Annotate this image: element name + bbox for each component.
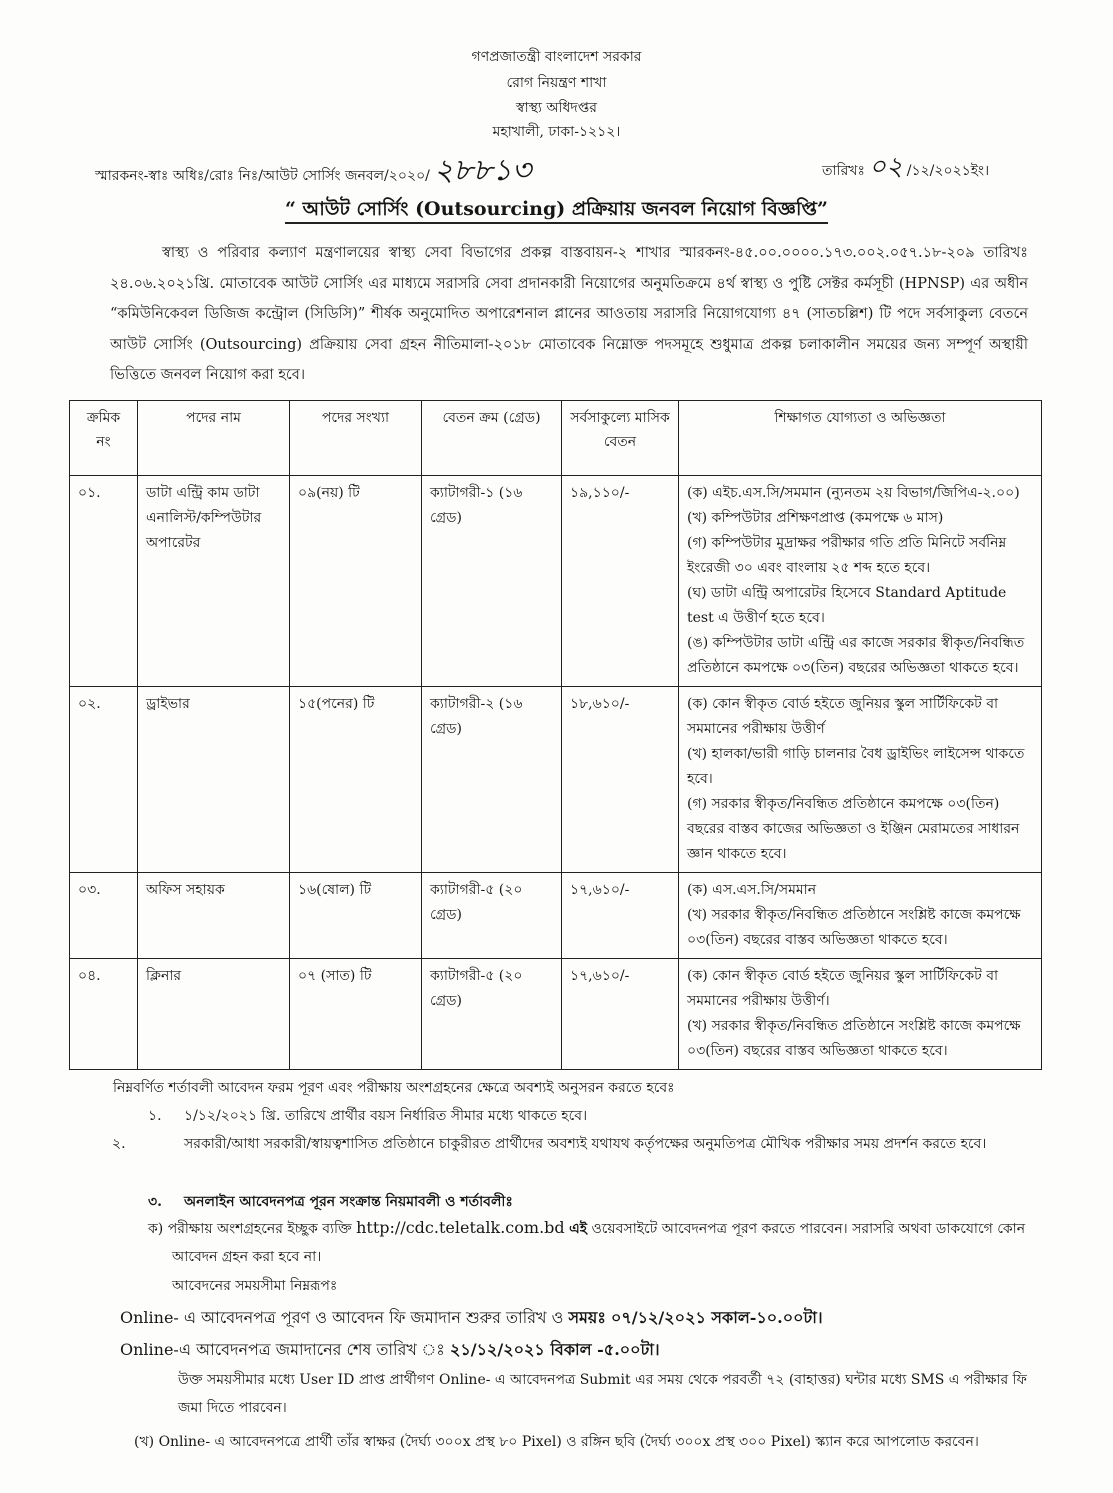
- requirement-item: (গ) কম্পিউটার মুদ্রাক্ষর পরীক্ষার গতি প্রতি মিনিটে সর্বনিম্ন ইংরেজী ৩০ এবং বাংলায় ২৫ শব্দ হতে হবে।: [687, 535, 1007, 576]
- table-row: [70, 687, 1042, 873]
- memo-date-day: ০২: [868, 152, 903, 182]
- condition-title: অনলাইন আবেদনপত্র পূরন সংক্রান্ত নিয়মাবলী ও শর্তাবলীঃ: [184, 1194, 513, 1210]
- memo-reference-label: স্মারকনং-স্বাঃ অধিঃ/রোঃ নিঃ/আউট সোর্সিং জনবল/২০২০/: [95, 168, 430, 184]
- row-count: ০৯(নয়) টি: [290, 476, 422, 687]
- condition-item-2: [112, 1130, 1074, 1158]
- table-row: [70, 476, 1042, 687]
- condition-item-3a: [148, 1214, 1062, 1271]
- notice-title-text: “ আউট সোর্সিং (Outsourcing) প্রক্রিয়ায় জনবল নিয়োগ বিজ্ঞপ্তি”: [285, 198, 828, 224]
- conditions-intro: নিম্নবর্ণিত শর্তাবলী আবেদন ফরম পূরণ এবং পরীক্ষায় অংশগ্রহনের ক্ষেত্রে অবশ্যই অনুসরন করতে হবেঃ: [113, 1080, 675, 1096]
- online-end-label: Online-এ আবেদনপত্র জমাদানের শেষ তারিখ ঃ: [120, 1340, 445, 1359]
- online-start-time-label: সময়ঃ: [568, 1308, 606, 1327]
- website-link[interactable]: http://cdc.teletalk.com.bd: [356, 1218, 565, 1237]
- row-serial: ০২.: [70, 687, 138, 873]
- condition-emphasis: এই: [569, 1221, 588, 1237]
- row-requirements: [679, 873, 1042, 959]
- row-post: ড্রাইভার: [138, 687, 290, 873]
- row-grade: ক্যাটাগরী-৫ (২০ গ্রেড): [422, 959, 562, 1070]
- government-name: গণপ্রজাতন্ত্রী বাংলাদেশ সরকার: [471, 49, 642, 65]
- row-grade: ক্যাটাগরী-৫ (২০ গ্রেড): [422, 873, 562, 959]
- row-post: ক্লিনার: [138, 959, 290, 1070]
- requirement-item: (খ) কম্পিউটার প্রশিক্ষণপ্রাপ্ত (কমপক্ষে ৬ মাস): [687, 510, 944, 526]
- condition-number: ৩.: [148, 1194, 162, 1210]
- online-start-label: Online- এ আবেদনপত্র পূরণ ও আবেদন ফি জমাদান শুরুর তারিখ ও: [120, 1308, 564, 1327]
- row-requirements: [679, 687, 1042, 873]
- requirement-item: (ক) কোন স্বীকৃত বোর্ড হইতে জুনিয়র স্কুল সার্টিফিকেট বা সমমানের পরীক্ষায় উত্তীর্ণ: [687, 696, 999, 737]
- online-start-value: ০৭/১২/২০২১ সকাল-১০.০০টা।: [610, 1308, 823, 1327]
- condition-number: ২.: [112, 1136, 126, 1152]
- online-end-value: ২১/১২/২০২১ বিকাল -৫.০০টা।: [449, 1340, 660, 1359]
- online-end-line: [120, 1336, 660, 1364]
- row-salary: ১৭,৬১০/-: [562, 959, 679, 1070]
- condition-number: ১.: [148, 1108, 162, 1124]
- row-salary: ১৭,৬১০/-: [562, 873, 679, 959]
- online-start-line: [120, 1304, 823, 1332]
- row-count: ০৭ (সাত) টি: [290, 959, 422, 1070]
- memo-reference-number: ২৮৮১৩: [433, 153, 532, 188]
- row-grade: ক্যাটাগরী-১ (১৬ গ্রেড): [422, 476, 562, 687]
- intro-paragraph: স্বাস্থ্য ও পরিবার কল্যাণ মন্ত্রণালয়ের স্বাস্থ্য সেবা বিভাগের প্রকল্প বাস্তবায়ন-২ শাখার স্মারকনং-৪৫.০০.০০০০.১৭৩.০০২.০৫৭.১৮-২০৯ তারিখঃ ২৪.০৬.২০২১খ্রি. মোতাবেক আউট সোর্সিং এর মাধ্যমে সরাসরি সেবা প্রদানকারী নিয়োগের অনুমতিক্রমে ৪র্থ স্বাস্থ্য ও পুষ্টি সেক্টর কর্মসূচী (HPNSP) এর অধীন “কমিউনিকেবল ডিজিজ কন্ট্রোল (সিডিসি)” শীর্ষক অনুমোদিত অপারেশনাল প্লানের আওতায় সরাসরি নিয়োগযোগ্য ৪৭ (সাতচল্লিশ) টি পদে সর্বসাকুল্য বেতনে আউট সোর্সিং (Outsourcing) প্রক্রিয়ায় সেবা গ্রহন নীতিমালা-২০১৮ মোতাবেক নিম্নোক্ত পদসমূহে শুধুমাত্র প্রকল্প চলাকালীন সময়ের জন্য সম্পূর্ণ অস্থায়ী ভিত্তিতে জনবল নিয়োগ করা হবে।: [110, 245, 1028, 383]
- header-salary: সর্বসাকুল্যে মাসিক বেতন: [562, 401, 679, 476]
- requirement-item: (গ) সরকার স্বীকৃত/নিবন্ধিত প্রতিষ্ঠানে কমপক্ষে ০৩(তিন) বছরের বাস্তব কাজের অভিজ্ঞতা ও ইঞ্জিন মেরামতের সাধারন জ্ঞান থাকতে হবে।: [687, 796, 1020, 862]
- row-serial: ০৪.: [70, 959, 138, 1070]
- branch-name: রোগ নিয়ন্ত্রণ শাখা: [506, 75, 607, 91]
- row-serial: ০১.: [70, 476, 138, 687]
- condition-text: সরকারী/আধা সরকারী/স্বায়ত্বশাসিত প্রতিষ্ঠানে চাকুরীরত প্রার্থীদের অবশ্যই যথাযথ কর্তৃপক্ষের অনুমতিপত্র মৌখিক পরীক্ষার সময় প্রদর্শন করতে হবে।: [184, 1136, 987, 1152]
- requirement-item: (খ) সরকার স্বীকৃত/নিবন্ধিত প্রতিষ্ঠানে সংশ্লিষ্ট কাজে কমপক্ষে ০৩(তিন) বছরের বাস্তব অভিজ্ঞতা থাকতে হবে।: [687, 1018, 1021, 1059]
- requirement-item: (খ) সরকার স্বীকৃত/নিবন্ধিত প্রতিষ্ঠানে সংশ্লিষ্ট কাজে কমপক্ষে ০৩(তিন) বছরের বাস্তব অভিজ্ঞতা থাকতে হবে।: [687, 907, 1021, 948]
- table-row: [70, 873, 1042, 959]
- vacancy-table: [69, 400, 1042, 1070]
- memo-date-label: তারিখঃ: [822, 163, 865, 179]
- row-post: ডাটা এন্ট্রি কাম ডাটা এনালিস্ট/কম্পিউটার অপারেটর: [138, 476, 290, 687]
- condition-item-3b: (খ) Online- এ আবেদনপত্রে প্রার্থী তাঁর স্বাক্ষর (দৈর্ঘ্য ৩০০x প্রস্থ ৮০ Pixel) ও রঙ্গিন ছবি (দৈর্ঘ্য ৩০০x প্রস্থ ৩০০ Pixel) স্ক্যান করে আপলোড করবেন।: [134, 1434, 979, 1450]
- table-header-row: [70, 401, 1042, 476]
- directorate-name: স্বাস্থ্য অধিদপ্তর: [516, 100, 597, 116]
- requirement-item: (খ) হালকা/ভারী গাড়ি চালনার বৈধ ড্রাইভিং লাইসেন্স থাকতে হবে।: [687, 746, 1025, 787]
- row-salary: ১৮,৬১০/-: [562, 687, 679, 873]
- header-post: পদের নাম: [138, 401, 290, 476]
- row-requirements: [679, 959, 1042, 1070]
- memo-date-rest: /১২/২০২১ইং।: [906, 163, 990, 179]
- requirement-item: (ক) কোন স্বীকৃত বোর্ড হইতে জুনিয়র স্কুল সার্টিফিকেট বা সমমানের পরীক্ষায় উত্তীর্ণ।: [687, 968, 999, 1009]
- memo-date: [822, 146, 989, 190]
- condition-item-1: [148, 1102, 587, 1130]
- condition-text: ক) পরীক্ষায় অংশগ্রহনের ইচ্ছুক ব্যক্তি: [148, 1221, 352, 1237]
- requirement-item: (ঙ) কম্পিউটার ডাটা এন্ট্রি এর কাজে সরকার স্বীকৃত/নিবন্ধিত প্রতিষ্ঠানে কমপক্ষে ০৩(তিন) বছরের অভিজ্ঞতা থাকতে হবে।: [687, 635, 1025, 676]
- condition-item-3: [148, 1188, 513, 1216]
- header-grade: বেতন ক্রম (গ্রেড): [422, 401, 562, 476]
- deadline-intro: আবেদনের সময়সীমা নিম্নরূপঃ: [172, 1278, 338, 1294]
- office-address: মহাখালী, ঢাকা-১২১২।: [492, 124, 621, 140]
- row-requirements: [679, 476, 1042, 687]
- row-salary: ১৯,১১০/-: [562, 476, 679, 687]
- header-qualification: শিক্ষাগত যোগ্যতা ও অভিজ্ঞতা: [679, 401, 1042, 476]
- requirement-item: (ঘ) ডাটা এন্ট্রি অপারেটর হিসেবে Standard Aptitude test এ উত্তীর্ণ হতে হবে।: [687, 585, 1007, 626]
- row-serial: ০৩.: [70, 873, 138, 959]
- row-post: অফিস সহায়ক: [138, 873, 290, 959]
- table-row: [70, 959, 1042, 1070]
- requirement-item: (ক) এইচ.এস.সি/সমমান (ন্যুনতম ২য় বিভাগ/জিপিএ-২.০০): [687, 485, 1020, 501]
- fee-note: উক্ত সময়সীমার মধ্যে User ID প্রাপ্ত প্রার্থীগণ Online- এ আবেদনপত্র Submit এর সময় থেকে পরবর্তী ৭২ (বাহাত্তর) ঘন্টার মধ্যে SMS এ পরীক্ষার ফি জমা দিতে পারবেন।: [178, 1372, 1027, 1416]
- row-count: ১৬(ষোল) টি: [290, 873, 422, 959]
- notice-title: [0, 195, 1113, 227]
- header-serial: ক্রমিক নং: [70, 401, 138, 476]
- header-count: পদের সংখ্যা: [290, 401, 422, 476]
- requirement-item: (ক) এস.এস.সি/সমমান: [687, 882, 817, 898]
- row-count: ১৫(পনের) টি: [290, 687, 422, 873]
- memo-reference: [95, 146, 531, 197]
- condition-text: ১/১২/২০২১ খ্রি. তারিখে প্রার্থীর বয়স নির্ধারিত সীমার মধ্যে থাকতে হবে।: [184, 1108, 588, 1124]
- row-grade: ক্যাটাগরী-২ (১৬ গ্রেড): [422, 687, 562, 873]
- condition-text: ওয়েবসাইটে আবেদনপত্র পূরণ করতে পারবেন। সরাসরি অথবা ডাকযোগে কোন আবেদন গ্রহন করা হবে না।: [172, 1221, 1026, 1265]
